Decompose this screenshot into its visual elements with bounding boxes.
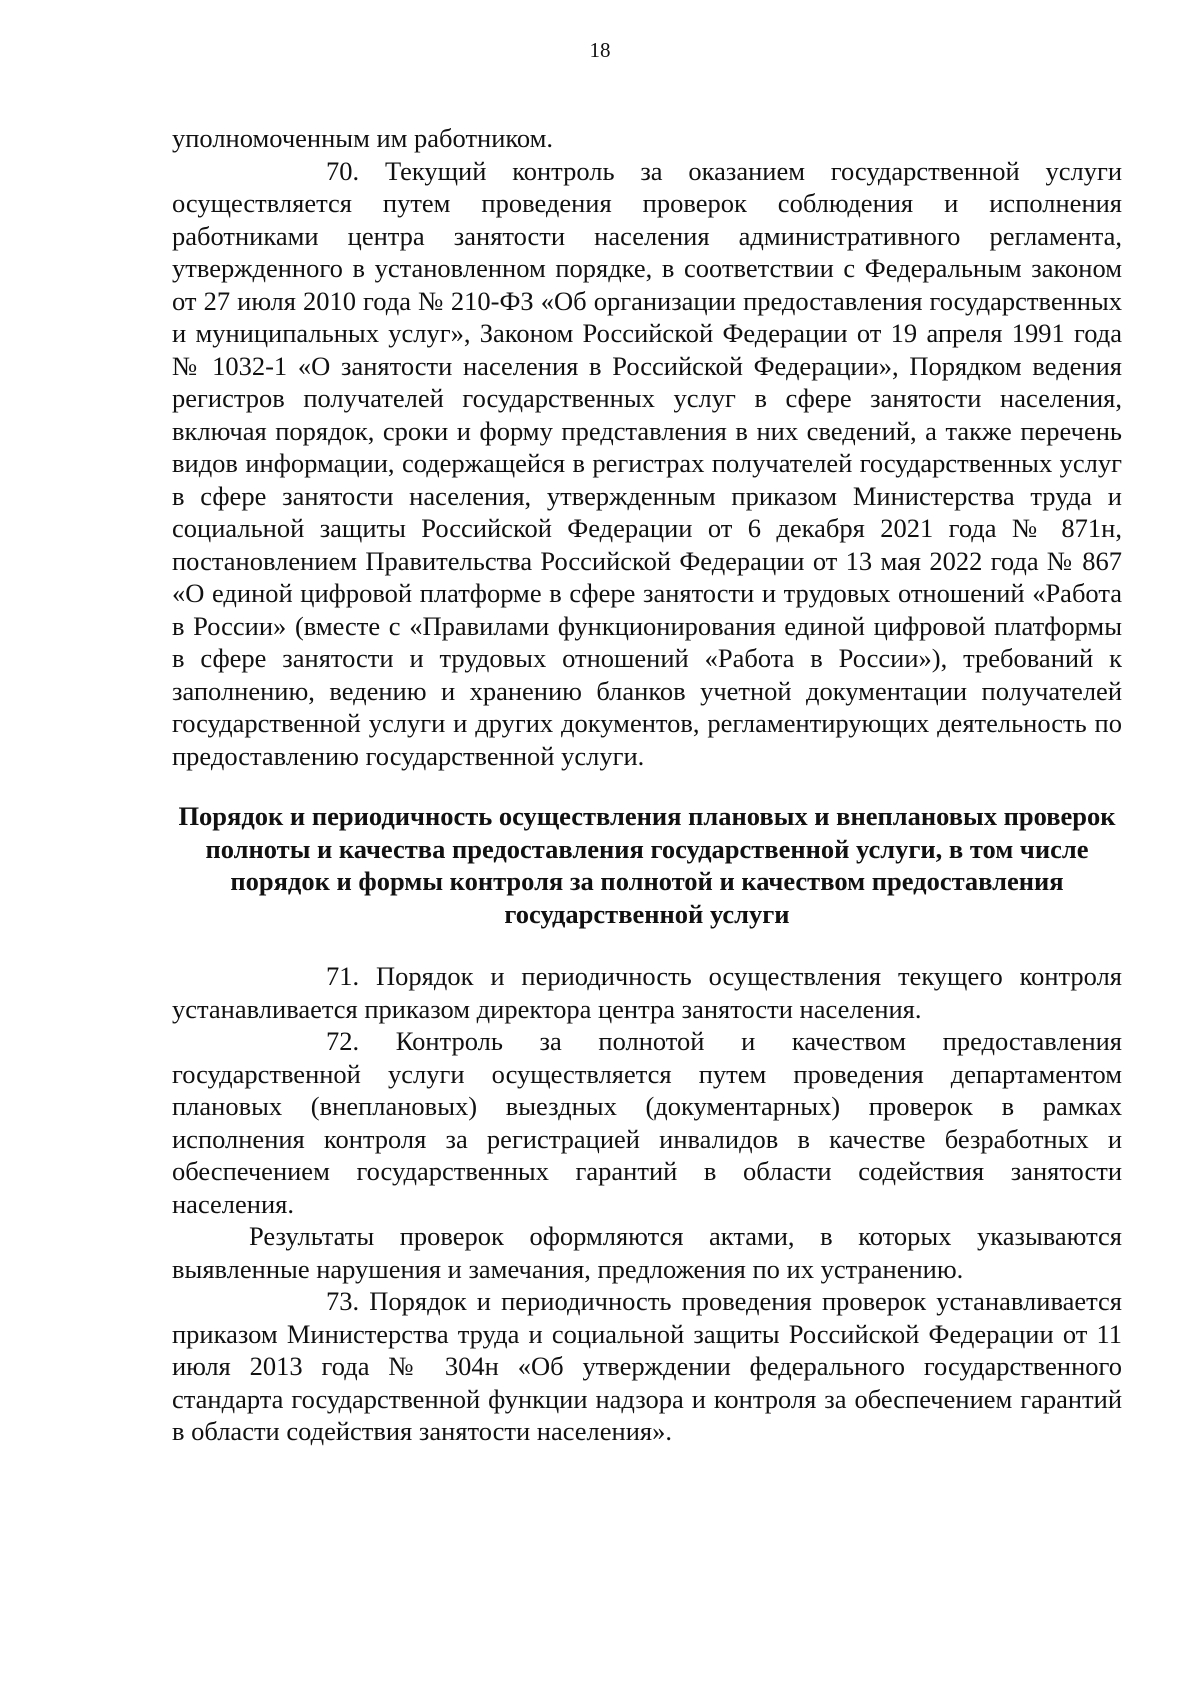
- section-heading: Порядок и периодичность осуществления плановых и внеплановых проверок полноты и качества предоставления государственной услуги, в том числе порядок и формы контроля за полнотой и качеством предоставления государственной услуги: [178, 801, 1116, 929]
- paragraph-73: [172, 1285, 1122, 1448]
- paragraph-text: Порядок и периодичность осуществления текущего контроля устанавливается приказом директора центра занятости населения.: [172, 961, 1122, 1024]
- page-number: 18: [589, 38, 611, 62]
- paragraph-results: [172, 1220, 1122, 1285]
- document-body: [172, 122, 1122, 1448]
- paragraph-number: 70.: [326, 155, 360, 186]
- paragraph-72: [172, 1025, 1122, 1220]
- paragraph-text: Текущий контроль за оказанием государственной услуги осуществляется путем проведения проверок соблюдения и исполнения работниками центра занятости населения административного регламента, утвержденного в установленном порядке, в соответствии с Федеральным законом от 27 июля 2010 года № 210-ФЗ «Об организации предоставления государственных и муниципальных услуг», Законом Российской Федерации от 19 апреля 1991 года № 1032-1 «О занятости населения в Российской Федерации», Порядком ведения регистров получателей государственных услуг в сфере занятости населения, включая порядок, сроки и форму представления в них сведений, а также перечень видов информации, содержащейся в регистрах получателей государственных услуг в сфере занятости населения, утвержденным приказом Министерства труда и социальной защиты Российской Федерации от 6 декабря 2021 года № 871н, постановлением Правительства Российской Федерации от 13 мая 2022 года № 867 «О единой цифровой платформе в сфере занятости и трудовых отношений «Работа в России» (вместе с «Правилами функционирования единой цифровой платформы в сфере занятости и трудовых отношений «Работа в России»), требований к заполнению, ведению и хранению бланков учетной документации получателей государственной услуги и других документов, регламентирующих деятельность по предоставлению государственной услуги.: [172, 155, 1122, 771]
- paragraph-number: 72.: [326, 1026, 360, 1056]
- paragraph-text: Контроль за полнотой и качеством предоставления государственной услуги осуществляется путем проведения департаментом плановых (внеплановых) выездных (документарных) проверок в рамках исполнения контроля за регистрацией инвалидов в качестве безработных и обеспечением государственных гарантий в области содействия занятости населения.: [172, 1026, 1122, 1219]
- paragraph-text: Порядок и периодичность проведения проверок устанавливается приказом Министерства труда и социальной защиты Российской Федерации от 11 июля 2013 года № 304н «Об утверждении федерального государственного стандарта государственной функции надзора и контроля за обеспечением гарантий в области содействия занятости населения».: [172, 1286, 1122, 1446]
- paragraph-continuation: [172, 122, 1122, 155]
- paragraph-70: [172, 155, 1122, 773]
- paragraph-text: уполномоченным им работником.: [172, 123, 554, 153]
- paragraph-number: 71.: [326, 961, 360, 991]
- paragraph-text: Результаты проверок оформляются актами, в которых указываются выявленные нарушения и замечания, предложения по их устранению.: [172, 1221, 1122, 1284]
- paragraph-number: 73.: [326, 1286, 360, 1316]
- paragraph-71: [172, 960, 1122, 1025]
